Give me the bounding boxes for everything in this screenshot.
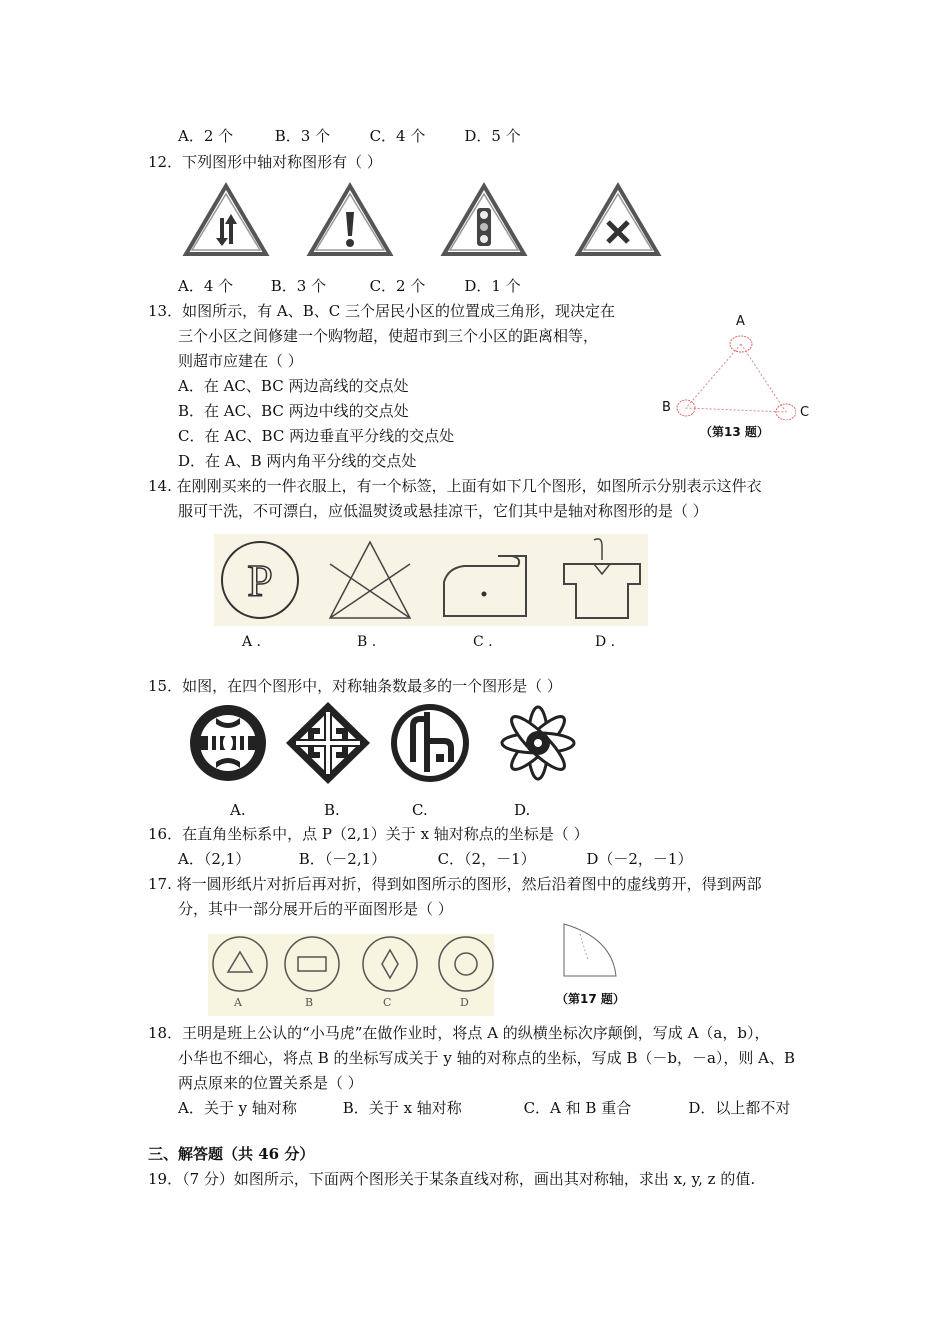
q17-line1: 17. 将一圆形纸片对折后再对折，得到如图所示的图形，然后沿着图中的虚线剪开，得到两部: [148, 875, 762, 893]
q17-label-d: D: [460, 996, 469, 1009]
q12-option-c: C．2 个: [369, 277, 426, 295]
q16-option-c: C．（2，－1）: [437, 850, 536, 868]
traffic-light-sign-icon: [444, 186, 524, 254]
pattern-b-icon: [286, 702, 370, 784]
pattern-a-icon: [190, 705, 266, 781]
q13-option-b: B．在 AC、BC 两边中线的交点处: [178, 402, 409, 420]
q16-option-d: D（－2，－1）: [586, 850, 693, 868]
section3-title: 三、解答题（共 46 分）: [148, 1145, 315, 1163]
q13-label-b: B: [662, 400, 671, 415]
two-way-traffic-sign-icon: [186, 186, 266, 254]
q16-option-a: A．（2,1）: [178, 850, 251, 868]
q15-label-d: D.: [514, 801, 531, 819]
q13-line2: 三个小区之间修建一个购物超，使超市到三个小区的距离相等，: [178, 327, 599, 345]
q12-option-a: A．4 个: [178, 277, 234, 295]
q15-stem: 15．如图，在四个图形中，对称轴条数最多的一个图形是（ ）: [148, 677, 562, 695]
q19-stem: 19．（7 分）如图所示，下面两个图形关于某条直线对称，画出其对称轴，求出 x, y, z 的值.: [148, 1170, 756, 1188]
q11-options: [178, 126, 521, 146]
q17-label-c: C: [383, 996, 392, 1009]
q13-option-a: A．在 AC、BC 两边高线的交点处: [178, 377, 409, 395]
q15-label-c: C.: [412, 801, 428, 819]
q12-options: [178, 276, 521, 296]
q12-option-d: D．1 个: [464, 277, 521, 295]
svg-text:P: P: [247, 555, 273, 606]
q13-line1: 13．如图所示，有 A、B、C 三个居民小区的位置成三角形，现决定在: [148, 302, 615, 320]
q18-line2: 小华也不细心，将点 B 的坐标写成关于 y 轴的对称点的坐标，写成 B（－b，－a），则 A、B: [178, 1049, 796, 1067]
q14-label-d: D .: [595, 634, 616, 650]
q17-line2: 分，其中一部分展开后的平面图形是（ ）: [178, 900, 453, 918]
q13-label-c: C: [800, 405, 810, 420]
q18-options: [178, 1098, 790, 1118]
q13-line3: 则超市应建在（ ）: [178, 352, 303, 370]
q14-label-a: A .: [242, 634, 262, 650]
q14-label-b: B .: [357, 634, 377, 650]
q12-stem: 12．下列图形中轴对称图形有（ ）: [148, 153, 382, 171]
q13-label-a: A: [736, 314, 745, 329]
q18-option-c: C．A 和 B 重合: [523, 1099, 632, 1117]
q15-patterns-figure: [186, 698, 586, 788]
q11-option-d: D．5 个: [464, 127, 521, 145]
q14-labels-figure: [214, 534, 648, 626]
q15-label-b: B.: [324, 801, 340, 819]
q16-options: [178, 849, 692, 869]
pattern-c-icon: [391, 704, 469, 782]
q14-line1: 14. 在刚刚买来的一件衣服上，有一个标签，上面有如下几个图形，如图所示分别表示这件衣: [148, 477, 762, 495]
exclamation-warning-sign-icon: [310, 186, 390, 254]
q13-figure-caption: （第13 题）: [700, 425, 769, 439]
q17-options-figure: [208, 934, 494, 1016]
q11-option-b: B．3 个: [274, 127, 331, 145]
q18-option-b: B．关于 x 轴对称: [342, 1099, 462, 1117]
q11-option-c: C．4 个: [369, 127, 426, 145]
q16-stem: 16．在直角坐标系中，点 P（2,1）关于 x 轴对称点的坐标是（ ）: [148, 825, 589, 843]
cross-sign-icon: [578, 186, 658, 254]
q16-option-b: B．（－2,1）: [298, 850, 387, 868]
q17-folded-paper-figure: [560, 920, 620, 980]
q12-signs-figure: [182, 180, 672, 260]
q13-triangle-figure: [676, 330, 796, 420]
q18-line3: 两点原来的位置关系是（ ）: [178, 1074, 363, 1092]
q18-option-a: A．关于 y 轴对称: [178, 1099, 297, 1117]
q13-option-c: C．在 AC、BC 两边垂直平分线的交点处: [178, 427, 455, 445]
q17-figure-caption: （第17 题）: [556, 992, 625, 1006]
q15-label-a: A.: [230, 801, 246, 819]
q18-line1: 18．王明是班上公认的“小马虎”在做作业时，将点 A 的纵横坐标次序颠倒，写成 A（a，b），: [148, 1024, 770, 1042]
pattern-d-icon: [502, 707, 574, 779]
q18-option-d: D．以上都不对: [688, 1099, 791, 1117]
q17-label-b: B: [305, 996, 314, 1009]
q12-option-b: B．3 个: [270, 277, 327, 295]
q13-option-d: D．在 A、B 两内角平分线的交点处: [178, 452, 417, 470]
q14-line2: 服可干洗，不可漂白，应低温熨烫或悬挂凉干，它们其中是轴对称图形的是（ ）: [178, 502, 708, 520]
q14-label-c: C .: [473, 634, 493, 650]
q17-label-a: A: [234, 996, 242, 1009]
q11-option-a: A．2 个: [178, 127, 234, 145]
